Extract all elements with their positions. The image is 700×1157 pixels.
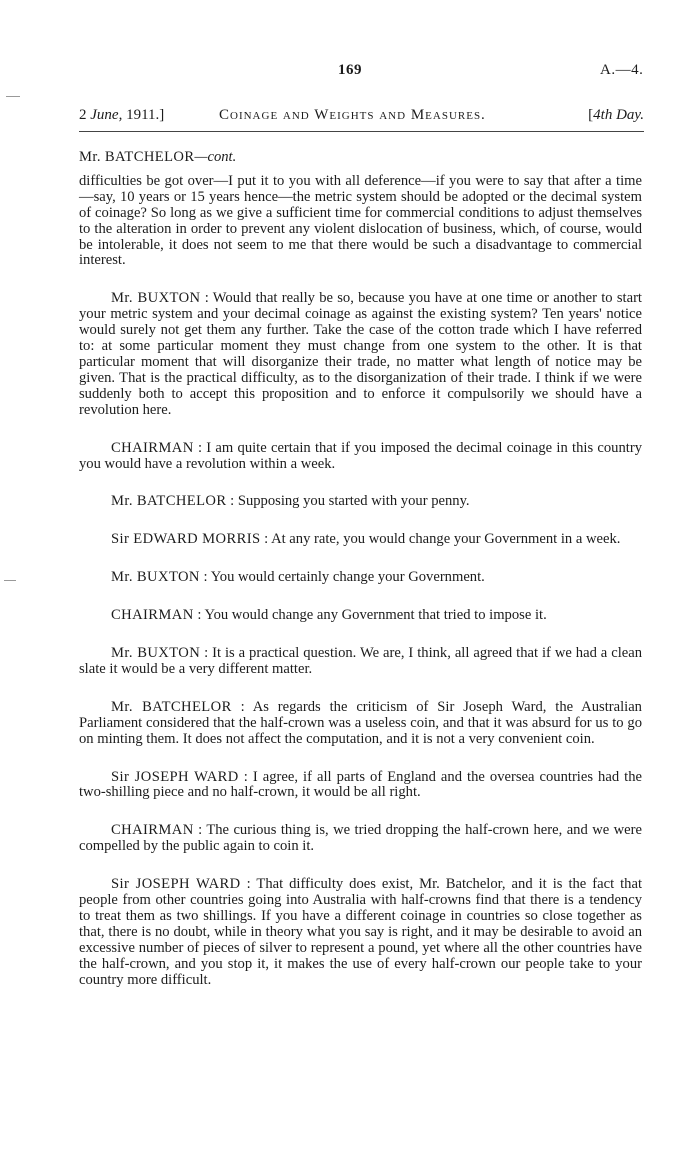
transcript-paragraph xyxy=(79,646,642,678)
transcript-paragraph xyxy=(79,770,642,802)
paragraph-text: : The curious thing is, we tried dropping the half-crown here, and we were compelled by the public again to coin it. xyxy=(79,822,642,855)
margin-scan-mark xyxy=(6,96,20,97)
margin-scan-mark xyxy=(4,580,16,581)
running-head-subject: Coinage and Weights and Measures. xyxy=(219,107,486,123)
transcript-paragraph xyxy=(79,608,642,624)
continued-marker: —cont. xyxy=(194,149,237,165)
running-head-date xyxy=(79,107,164,124)
speaker-name: CHAIRMAN xyxy=(111,607,194,624)
sessional-paper-reference: A.—4. xyxy=(600,62,644,78)
transcript-paragraph xyxy=(79,494,642,510)
speaker-name: CHAIRMAN xyxy=(111,822,194,839)
speaker-name: Mr. BUXTON xyxy=(111,290,201,307)
transcript-paragraph xyxy=(79,877,642,988)
transcript-paragraph xyxy=(79,823,642,855)
transcript-paragraph xyxy=(79,291,642,418)
date-month: June, xyxy=(90,107,123,123)
paragraph-text: difficulties be got over—I put it to you with all deference—if you were to say that after a time—say, 10 years or 15 years hence—the metric system should be adopted or the decimal system of coinage? So long as we give a sufficient time for commercial conditions to adjust themselves to the alteration in order to prevent any violent dislocation of business, which, of course, would be intolerable, it does not seem to me that there would be such a disadvantage to commercial interest. xyxy=(79,172,642,269)
continued-speaker-line xyxy=(79,150,642,166)
transcript-paragraph xyxy=(79,174,642,269)
speaker-name: Sir JOSEPH WARD xyxy=(111,768,239,785)
paragraph-text: : I agree, if all parts of England and the oversea countries had the two-shilling piece and no half-crown, it would be all right. xyxy=(79,768,642,801)
paragraph-text: : It is a practical question. We are, I think, all agreed that if we had a clean slate it would be a very different matter. xyxy=(79,645,643,677)
paragraph-text: : As regards the criticism of Sir Joseph Ward, the Australian Parliament considered that the half-crown was a useless coin, and that it was absurd for us to go on minting them. It does not affect the computation, and it is not a very convenient coin. xyxy=(79,698,642,747)
paragraph-text: : At any rate, you would change your Government in a week. xyxy=(264,531,621,548)
paragraph-text: : That difficulty does exist, Mr. Batchelor, and it is the fact that people from other countries going into Australia with half-crowns find that there is a tendency to treat them as two shillings. If you have a different coinage in countries so close together as that, there is no doubt, while in theory what you say is right, and it may be desirable to avoid an excessive number of pieces of silver to represent a pound, yet where all the other countries have the half-crown, and you stop it, it makes the use of every half-crown our people take to your country more difficult. xyxy=(79,876,642,988)
day-bracket: [ xyxy=(588,107,594,123)
day-label: 4th Day. xyxy=(593,107,644,123)
date-year: 1911.] xyxy=(122,107,165,123)
speaker-name: CHAIRMAN xyxy=(111,439,194,456)
speaker-name: Mr. BATCHELOR xyxy=(111,698,232,715)
paragraph-text: : Would that really be so, because you have at one time or another to start your metric system and your decimal coinage as against the existing system? Ten years' notice would surely not get them any further. Take the case of the cotton trade which I have referred to: at some particular moment they must change from one system to the other. It is that particular moment that will disorganize their trade, no matter what length of notice may be given. That is the practical difficulty, as to the disorganization of their trade. I think if we were suddenly both to accept this proposition and to enforce it compulsorily we should have a revolution here. xyxy=(79,290,642,418)
paragraph-text: : You would certainly change your Government. xyxy=(203,569,485,586)
running-head xyxy=(79,107,644,129)
speaker-name: Mr. BATCHELOR xyxy=(79,149,195,165)
transcript-paragraph xyxy=(79,532,642,548)
date-day: 2 xyxy=(79,107,91,123)
speaker-name: Mr. BUXTON xyxy=(111,569,200,586)
transcript-paragraph xyxy=(79,570,642,586)
speaker-name: Mr. BATCHELOR xyxy=(111,493,227,510)
paragraph-text: : I am quite certain that if you imposed the decimal coinage in this country you would have a revolution within a week. xyxy=(79,439,642,472)
paragraph-text: : Supposing you started with your penny. xyxy=(230,493,470,510)
speaker-name: Mr. BUXTON xyxy=(111,645,201,662)
header-rule xyxy=(79,131,644,132)
transcript-paragraph xyxy=(79,441,642,473)
paragraph-text: : You would change any Government that tried to impose it. xyxy=(197,607,547,624)
page-number: 169 xyxy=(338,62,362,78)
running-head-day xyxy=(588,107,644,124)
transcript-paragraph xyxy=(79,700,642,748)
speaker-name: Sir JOSEPH WARD xyxy=(111,876,241,893)
speaker-name: Sir EDWARD MORRIS xyxy=(111,531,261,548)
transcript-body xyxy=(79,150,642,1011)
